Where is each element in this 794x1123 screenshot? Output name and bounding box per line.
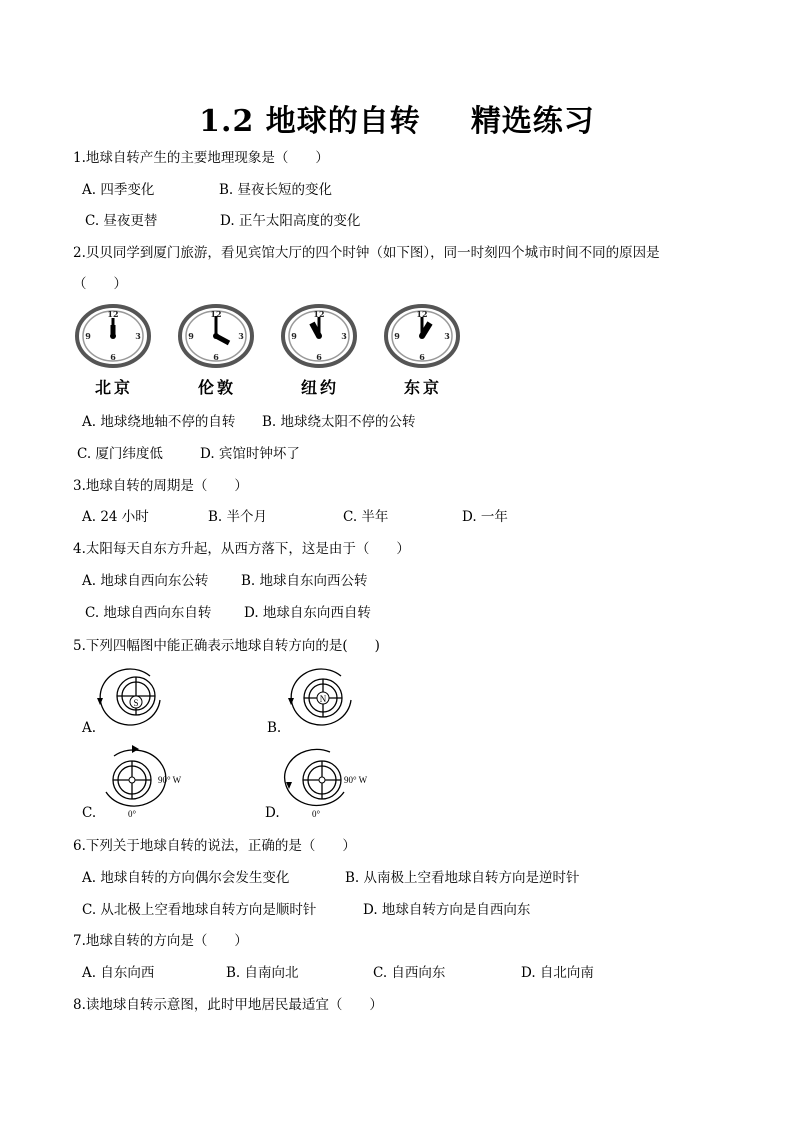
clock-number-6: 6 bbox=[316, 352, 322, 362]
question-5-option-c[interactable]: C. bbox=[82, 805, 97, 821]
question-5-option-d[interactable]: D. bbox=[265, 805, 280, 821]
clock-new-york-icon bbox=[280, 303, 358, 369]
question-3-option-d[interactable]: D. 一年 bbox=[462, 509, 508, 525]
diagram-c-zero-label: 0° bbox=[128, 809, 137, 819]
clock-number-3: 3 bbox=[444, 331, 450, 341]
question-1-option-d[interactable]: D. 正午太阳高度的变化 bbox=[220, 213, 361, 229]
clock-beijing-icon bbox=[74, 303, 152, 369]
clock-number-9: 9 bbox=[85, 331, 91, 341]
clock-figure bbox=[74, 303, 464, 398]
diagram-a-pole-label: S bbox=[133, 698, 139, 708]
clock-number-6: 6 bbox=[110, 352, 116, 362]
rotation-diagram-c-icon bbox=[96, 742, 196, 820]
clock-city-tokyo: 东京 bbox=[403, 378, 442, 397]
clock-city-beijing: 北京 bbox=[94, 378, 133, 397]
clock-number-9: 9 bbox=[188, 331, 194, 341]
question-7-option-c[interactable]: C. 自西向东 bbox=[373, 965, 446, 981]
question-4-option-b[interactable]: B. 地球自东向西公转 bbox=[241, 573, 368, 589]
question-5-option-b[interactable]: B. bbox=[267, 720, 282, 736]
question-2-option-c[interactable]: C. 厦门纬度低 bbox=[77, 446, 163, 462]
clock-number-12: 12 bbox=[313, 309, 325, 319]
clock-number-6: 6 bbox=[419, 352, 425, 362]
question-1-stem: 1.地球自转产生的主要地理现象是（ ） bbox=[73, 150, 329, 166]
diagram-b-pole-label: N bbox=[319, 694, 327, 704]
question-4-stem: 4.太阳每天自东方升起，从西方落下，这是由于（ ） bbox=[73, 541, 410, 557]
page-title bbox=[0, 96, 794, 140]
clock-number-9: 9 bbox=[394, 331, 400, 341]
question-1-option-a[interactable]: A. 四季变化 bbox=[82, 182, 155, 198]
diagram-c-longitude-label: 90° W bbox=[158, 775, 182, 785]
clock-number-9: 9 bbox=[291, 331, 297, 341]
question-1-option-c[interactable]: C. 昼夜更替 bbox=[85, 213, 158, 229]
diagram-d-longitude-label: 90° W bbox=[344, 775, 368, 785]
question-6-option-a[interactable]: A. 地球自转的方向偶尔会发生变化 bbox=[82, 870, 290, 886]
clock-tokyo-icon bbox=[383, 303, 461, 369]
rotation-diagram-b-icon bbox=[283, 660, 355, 728]
question-7-option-d[interactable]: D. 自北向南 bbox=[521, 965, 594, 981]
question-3-option-a[interactable]: A. 24 小时 bbox=[82, 509, 149, 525]
question-5-option-a[interactable]: A. bbox=[82, 720, 97, 736]
clock-city-new-york: 纽约 bbox=[300, 378, 339, 397]
question-7-option-a[interactable]: A. 自东向西 bbox=[82, 965, 155, 981]
question-5-stem: 5.下列四幅图中能正确表示地球自转方向的是( ) bbox=[73, 638, 380, 654]
clock-number-3: 3 bbox=[135, 331, 141, 341]
question-7-option-b[interactable]: B. 自南向北 bbox=[226, 965, 299, 981]
title-part-2: 精选练习 bbox=[470, 104, 595, 139]
clock-number-3: 3 bbox=[238, 331, 244, 341]
diagram-d-zero-label: 0° bbox=[312, 809, 321, 819]
question-2-stem-paren: （ ） bbox=[73, 276, 127, 292]
question-6-option-b[interactable]: B. 从南极上空看地球自转方向是逆时针 bbox=[345, 870, 580, 886]
rotation-diagram-d-icon bbox=[282, 742, 382, 820]
clock-number-6: 6 bbox=[213, 352, 219, 362]
question-2-option-b[interactable]: B. 地球绕太阳不停的公转 bbox=[262, 414, 416, 430]
question-4-option-a[interactable]: A. 地球自西向东公转 bbox=[82, 573, 209, 589]
question-4-option-d[interactable]: D. 地球自东向西自转 bbox=[244, 605, 371, 621]
question-7-stem: 7.地球自转的方向是（ ） bbox=[73, 933, 248, 949]
clock-number-12: 12 bbox=[210, 309, 222, 319]
clock-number-12: 12 bbox=[107, 309, 119, 319]
question-3-stem: 3.地球自转的周期是（ ） bbox=[73, 478, 248, 494]
clock-number-3: 3 bbox=[341, 331, 347, 341]
question-6-option-d[interactable]: D. 地球自转方向是自西向东 bbox=[363, 902, 531, 918]
clock-city-london: 伦敦 bbox=[197, 378, 236, 397]
question-1-option-b[interactable]: B. 昼夜长短的变化 bbox=[219, 182, 333, 198]
question-2-option-a[interactable]: A. 地球绕地轴不停的自转 bbox=[82, 414, 236, 430]
question-4-option-c[interactable]: C. 地球自西向东自转 bbox=[85, 605, 212, 621]
question-2-stem: 2.贝贝同学到厦门旅游，看见宾馆大厅的四个时钟（如下图），同一时刻四个城市时间不同的原因是 bbox=[73, 245, 660, 261]
clock-number-12: 12 bbox=[416, 309, 428, 319]
question-6-option-c[interactable]: C. 从北极上空看地球自转方向是顺时针 bbox=[82, 902, 317, 918]
title-part-1: 1.2 地球的自转 bbox=[199, 104, 421, 139]
question-3-option-b[interactable]: B. 半个月 bbox=[208, 509, 268, 525]
question-6-stem: 6.下列关于地球自转的说法，正确的是（ ） bbox=[73, 838, 356, 854]
clock-london-icon bbox=[177, 303, 255, 369]
question-8-stem: 8.读地球自转示意图，此时甲地居民最适宜（ ） bbox=[73, 997, 383, 1013]
rotation-diagram-a-icon bbox=[92, 660, 164, 728]
question-2-option-d[interactable]: D. 宾馆时钟坏了 bbox=[200, 446, 300, 462]
question-3-option-c[interactable]: C. 半年 bbox=[343, 509, 389, 525]
